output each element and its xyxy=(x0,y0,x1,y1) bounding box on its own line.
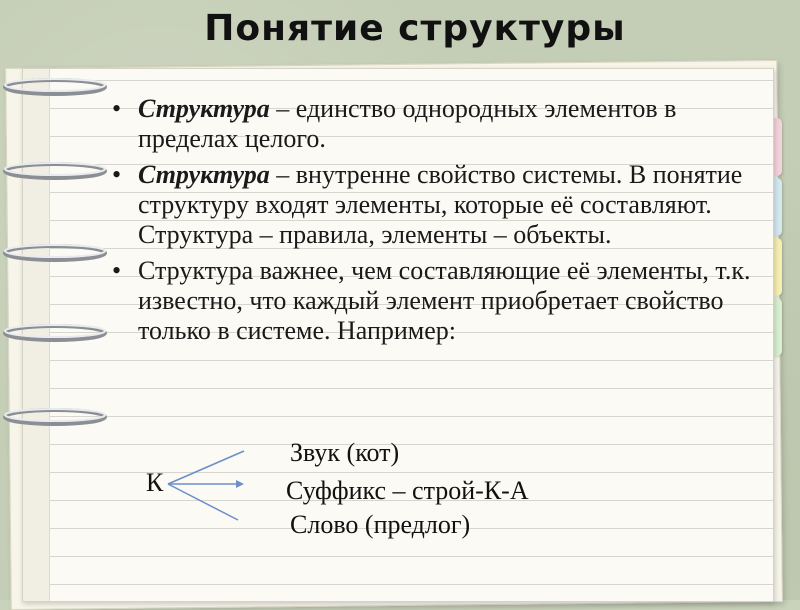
binder-ring-icon xyxy=(0,318,110,348)
slide-title: Понятие структуры xyxy=(204,8,626,49)
bullet-term: Структура xyxy=(138,160,270,189)
binder-ring-icon xyxy=(0,72,110,102)
bullet-text: Структура важнее, чем составляющие её элементы, т.к. известно, что каждый элемент приобретает свойство только в системе. Например: xyxy=(138,256,751,345)
bullet-text: – единство однородных элементов в пределах целого. xyxy=(138,94,677,153)
diagram-bottom: Слово (предлог) xyxy=(290,510,471,539)
bullet-dot: • xyxy=(112,256,122,285)
bullet-item xyxy=(112,160,752,250)
diagram-middle: Суффикс – строй-К-А xyxy=(286,476,529,505)
binder-ring-icon xyxy=(0,156,110,186)
bullet-item xyxy=(112,256,752,346)
binder-ring-icon xyxy=(0,402,110,432)
bullet-term: Структура xyxy=(138,94,270,123)
binder-ring-icon xyxy=(0,238,110,268)
slide-content xyxy=(112,94,752,352)
diagram-top: Звук (кот) xyxy=(290,438,400,467)
bullet-item xyxy=(112,94,752,154)
bullet-dot: • xyxy=(112,94,122,123)
diagram-root: К xyxy=(146,468,164,497)
bullet-text: – внутренне свойство системы. В понятие структуру входят элементы, которые её составляют. Структура – правила, элементы – объекты. xyxy=(138,160,743,249)
bullet-dot: • xyxy=(112,160,122,189)
